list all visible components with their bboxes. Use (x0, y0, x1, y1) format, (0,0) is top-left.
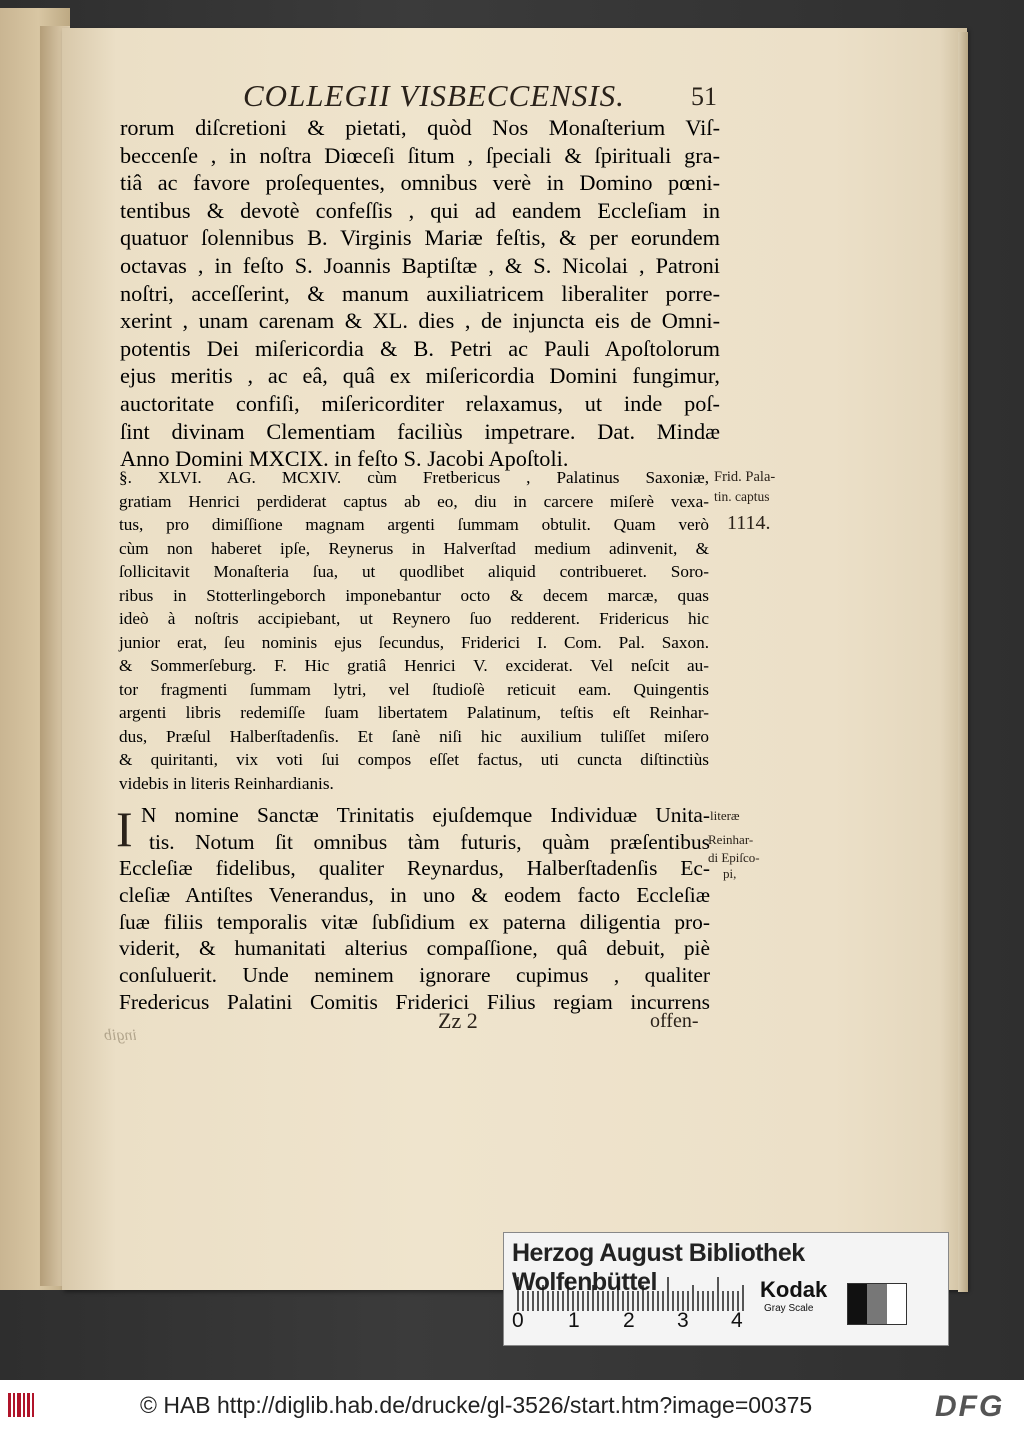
gray-patch (867, 1284, 886, 1324)
left-page-edge (0, 8, 70, 1290)
margin-note-line: tin. captus (714, 489, 770, 504)
page-right-edge (958, 32, 968, 1292)
ruler-number: 1 (568, 1309, 580, 1332)
commentary-text-block (119, 466, 709, 795)
hab-barcode-logo-icon (6, 1389, 38, 1421)
page-number: 51 (691, 82, 717, 111)
library-name: Herzog August Bibliothek Wolfenbüttel (512, 1239, 805, 1296)
show-through-text: ingib (104, 1027, 137, 1044)
gray-patch (848, 1284, 867, 1324)
commentary-line: gratiam Henrici perdiderat captus ab eo, diu in carcere miſerè vexa- (119, 491, 709, 511)
signature-mark: Zz 2 (438, 1008, 478, 1033)
commentary-line: cùm non haberet ipſe, Reynerus in Halverſtad medium adinvenit, & (119, 538, 709, 558)
charter-line: tis. Notum ſit omnibus tàm futuris, quàm præſentibus (149, 829, 710, 854)
commentary-line: tor fragmenti ſummam lytri, vel ſtudioſè reticuit eam. Quingentis (119, 679, 709, 699)
commentary-line: & Sommerſeburg. F. Hic gratiâ Henrici V. exciderat. Vel neſcit au- (119, 656, 709, 675)
commentary-line: tus, pro dimiſſione magnam argenti ſummam obtulit. Quam verò (119, 515, 709, 534)
margin-note-line: Reinhar- (708, 832, 754, 847)
text-line: ſint divinam Clementiam faciliùs impetrare. Dat. Mindæ (120, 418, 720, 444)
text-line: tentibus & devotè confeſſis , qui ad eandem Eccleſiam in (120, 197, 720, 223)
text-line: auctoritate confiſi, miſericorditer relaxamus, ut inde poſ- (120, 390, 720, 416)
text-line: octavas , in feſto S. Joannis Baptiſtæ , & S. Nicolai , Patroni (120, 252, 720, 278)
margin-note-line: literæ (710, 808, 740, 823)
text-line: beccenſe , in noſtra Diœceſi ſitum , ſpeciali & ſpirituali gra- (120, 142, 720, 168)
text-line: quatuor ſolennibus B. Virginis Mariæ feſtis, & per eorundem (120, 225, 720, 251)
text-line: xerint , unam carenam & XL. dies , de injuncta eis de Omni- (120, 308, 720, 334)
text-line: tiâ ac favore proſequentes, omnibus verè in Domino pœni- (120, 170, 720, 196)
kodak-subtitle: Gray Scale (764, 1303, 814, 1314)
ruler-number: 3 (677, 1309, 689, 1332)
ruler-number: 0 (512, 1309, 524, 1332)
commentary-line: argenti libris redemiſſe ſuam libertatem Palatinum, teſtis eſt Reinhar- (119, 703, 709, 722)
text-line: noſtri, acceſſerint, & manum auxiliatricem liberaliter porre- (120, 280, 720, 306)
text-line: rorum diſcretioni & pietati, quòd Nos Monaſterium Viſ- (120, 115, 720, 140)
margin-note-line: pi, (723, 866, 737, 881)
scale-ruler-icon (516, 1277, 748, 1311)
text-line: Anno Domini MXCIX. in feſto S. Jacobi Apoſtoli. (120, 446, 569, 472)
main-text-block (120, 114, 720, 473)
footer-copyright-url[interactable]: © HAB http://diglib.hab.de/drucke/gl-3526/start.htm?image=00375 (140, 1392, 813, 1418)
commentary-line: ſollicitavit Monaſteria ſua, ut quodlibet aliquid contribueret. Soro- (119, 562, 709, 581)
commentary-line: §. XLVI. AG. MCXIV. cùm Fretbericus , Palatinus Saxoniæ, (119, 468, 709, 487)
charter-line: viderit, & humanitati alterius compaſſione, quâ debuit, piè (119, 936, 710, 961)
charter-line: ſuæ filiis temporalis vitæ ſubſidium ex paterna diligentia pro- (119, 909, 710, 934)
running-header: COLLEGII VISBECCENSIS. (243, 78, 625, 113)
catchword: offen- (650, 1010, 699, 1032)
commentary-line: ribus in Stotterlingeborch imponebantur octo & decem marcæ, quas (119, 585, 709, 605)
library-label (503, 1232, 949, 1346)
margin-note-frid (714, 468, 775, 506)
charter-line: Eccleſiæ fidelibus, qualiter Reynardus, Halberſtadenſis Ec- (119, 856, 710, 881)
commentary-line: ideò à noſtris accipiebant, ut Reynero ſuo redderent. Fridericus hic (119, 609, 709, 628)
drop-cap: I (116, 801, 133, 857)
ruler-number: 4 (731, 1309, 743, 1332)
charter-text-block (119, 802, 710, 1016)
text-line: potentis Dei miſericordia & B. Petri ac Pauli Apoſtolorum (120, 335, 720, 361)
margin-note-line: di Epiſco- (708, 850, 760, 865)
ruler-number: 2 (623, 1309, 635, 1332)
dfg-logo: DFG (935, 1390, 1005, 1423)
gray-scale-patch-icon (847, 1283, 907, 1325)
charter-line: N nomine Sanctæ Trinitatis ejuſdemque Individuæ Unita- (141, 803, 710, 827)
commentary-line: videbis in literis Reinhardianis. (119, 773, 334, 793)
commentary-line: dus, Præſul Halberſtadenſis. Et ſanè niſi hic auxilium tuliſſet miſero (119, 726, 709, 746)
margin-year: 1114. (727, 512, 771, 534)
kodak-logo: Kodak (760, 1277, 828, 1302)
charter-line: conſuluerit. Unde neminem ignorare cupimus , qualiter (119, 963, 710, 988)
commentary-line: junior erat, ſeu nominis ejus ſecundus, Friderici I. Com. Pal. Saxon. (119, 632, 709, 652)
margin-note-line: Frid. Pala- (714, 469, 776, 485)
charter-line: Fredericus Palatini Comitis Friderici Filius regiam incurrens (119, 989, 710, 1014)
text-line: ejus meritis , ac eâ, quâ ex miſericordia Domini fungimur, (120, 363, 720, 389)
commentary-line: & quiritanti, vix voti ſui compos eſſet factus, uti cuncta diſtinctiùs (119, 750, 709, 769)
gray-patch (887, 1284, 906, 1324)
margin-note-literae (708, 808, 760, 882)
charter-line: cleſiæ Antiſtes Venerandus, in uno & eodem facto Eccleſiæ (119, 883, 710, 908)
